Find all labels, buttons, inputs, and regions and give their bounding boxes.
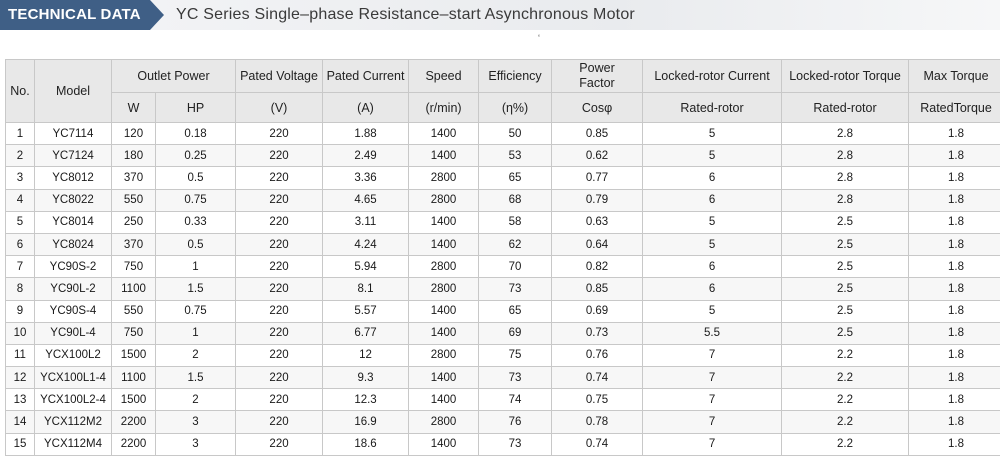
cell-speed: 1400 — [409, 145, 479, 167]
cell-max-torque: 1.8 — [909, 322, 1000, 344]
cell-max-torque: 1.8 — [909, 123, 1000, 145]
cell-locked-rotor-torque: 2.2 — [782, 344, 909, 366]
cell-locked-rotor-torque: 2.5 — [782, 300, 909, 322]
header-max-torque: Max Torque — [909, 60, 1000, 93]
cell-no: 10 — [6, 322, 35, 344]
cell-max-torque: 1.8 — [909, 367, 1000, 389]
cell-model: YCX100L1-4 — [35, 367, 112, 389]
header-hp: HP — [156, 93, 236, 123]
cell-power-hp: 1 — [156, 322, 236, 344]
cell-model: YC8014 — [35, 211, 112, 233]
cell-voltage: 220 — [236, 189, 323, 211]
table-row — [6, 344, 1000, 366]
table-row — [6, 211, 1000, 233]
cell-locked-rotor-torque: 2.8 — [782, 145, 909, 167]
header-power-factor-unit: Cosφ — [552, 93, 643, 123]
header-voltage-unit: (V) — [236, 93, 323, 123]
cell-power-w: 120 — [112, 123, 156, 145]
cell-max-torque: 1.8 — [909, 189, 1000, 211]
cell-power-w: 370 — [112, 233, 156, 255]
cell-efficiency: 58 — [479, 211, 552, 233]
cell-locked-rotor-current: 6 — [643, 256, 782, 278]
cell-power-factor: 0.85 — [552, 123, 643, 145]
cell-current: 3.11 — [323, 211, 409, 233]
cell-power-w: 750 — [112, 256, 156, 278]
cell-speed: 1400 — [409, 322, 479, 344]
cell-power-hp: 0.75 — [156, 189, 236, 211]
cell-no: 15 — [6, 433, 35, 455]
cell-voltage: 220 — [236, 256, 323, 278]
table-row — [6, 300, 1000, 322]
cell-power-hp: 1.5 — [156, 278, 236, 300]
header-locked-rotor-current-unit: Rated-rotor — [643, 93, 782, 123]
table-row — [6, 433, 1000, 455]
table-row — [6, 167, 1000, 189]
header-locked-rotor-current: Locked-rotor Current — [643, 60, 782, 93]
stray-mark: ‘ — [538, 33, 540, 43]
cell-power-hp: 0.33 — [156, 211, 236, 233]
cell-model: YC90S-4 — [35, 300, 112, 322]
table-row — [6, 278, 1000, 300]
cell-no: 9 — [6, 300, 35, 322]
cell-power-w: 250 — [112, 211, 156, 233]
cell-power-hp: 0.75 — [156, 300, 236, 322]
table-body — [6, 123, 1000, 456]
cell-max-torque: 1.8 — [909, 433, 1000, 455]
cell-voltage: 220 — [236, 167, 323, 189]
cell-locked-rotor-current: 7 — [643, 411, 782, 433]
cell-max-torque: 1.8 — [909, 300, 1000, 322]
cell-locked-rotor-torque: 2.2 — [782, 411, 909, 433]
header-voltage: Pated Voltage — [236, 60, 323, 93]
cell-speed: 1400 — [409, 389, 479, 411]
cell-max-torque: 1.8 — [909, 256, 1000, 278]
cell-speed: 1400 — [409, 300, 479, 322]
cell-no: 8 — [6, 278, 35, 300]
table-row — [6, 233, 1000, 255]
cell-current: 12.3 — [323, 389, 409, 411]
cell-power-w: 550 — [112, 189, 156, 211]
cell-max-torque: 1.8 — [909, 344, 1000, 366]
cell-power-hp: 0.5 — [156, 233, 236, 255]
cell-power-w: 750 — [112, 322, 156, 344]
cell-model: YC90L-2 — [35, 278, 112, 300]
cell-efficiency: 62 — [479, 233, 552, 255]
cell-locked-rotor-torque: 2.5 — [782, 233, 909, 255]
cell-power-factor: 0.79 — [552, 189, 643, 211]
cell-max-torque: 1.8 — [909, 145, 1000, 167]
cell-power-w: 1100 — [112, 278, 156, 300]
cell-voltage: 220 — [236, 367, 323, 389]
cell-max-torque: 1.8 — [909, 389, 1000, 411]
cell-efficiency: 50 — [479, 123, 552, 145]
cell-locked-rotor-current: 6 — [643, 278, 782, 300]
cell-power-hp: 3 — [156, 433, 236, 455]
cell-voltage: 220 — [236, 211, 323, 233]
cell-model: YCX100L2-4 — [35, 389, 112, 411]
cell-power-w: 1500 — [112, 344, 156, 366]
cell-speed: 1400 — [409, 211, 479, 233]
cell-efficiency: 76 — [479, 411, 552, 433]
table-row — [6, 189, 1000, 211]
cell-speed: 1400 — [409, 123, 479, 145]
cell-power-factor: 0.69 — [552, 300, 643, 322]
cell-power-hp: 0.25 — [156, 145, 236, 167]
header-speed-unit: (r/min) — [409, 93, 479, 123]
cell-speed: 1400 — [409, 233, 479, 255]
cell-no: 4 — [6, 189, 35, 211]
cell-current: 16.9 — [323, 411, 409, 433]
cell-locked-rotor-current: 5 — [643, 145, 782, 167]
cell-current: 6.77 — [323, 322, 409, 344]
cell-no: 1 — [6, 123, 35, 145]
cell-locked-rotor-current: 5.5 — [643, 322, 782, 344]
cell-power-factor: 0.74 — [552, 367, 643, 389]
cell-no: 2 — [6, 145, 35, 167]
cell-efficiency: 74 — [479, 389, 552, 411]
cell-model: YCX112M2 — [35, 411, 112, 433]
cell-efficiency: 73 — [479, 433, 552, 455]
table-row — [6, 256, 1000, 278]
header-no: No. — [6, 60, 35, 123]
cell-efficiency: 65 — [479, 167, 552, 189]
cell-model: YC90S-2 — [35, 256, 112, 278]
cell-speed: 1400 — [409, 433, 479, 455]
cell-no: 12 — [6, 367, 35, 389]
cell-locked-rotor-torque: 2.5 — [782, 211, 909, 233]
cell-current: 8.1 — [323, 278, 409, 300]
cell-voltage: 220 — [236, 123, 323, 145]
table-row — [6, 389, 1000, 411]
header-power-factor-line1: Power — [579, 61, 615, 75]
cell-max-torque: 1.8 — [909, 411, 1000, 433]
cell-locked-rotor-current: 7 — [643, 389, 782, 411]
cell-voltage: 220 — [236, 300, 323, 322]
technical-data-tab — [0, 0, 164, 30]
cell-power-factor: 0.85 — [552, 278, 643, 300]
cell-power-hp: 0.18 — [156, 123, 236, 145]
cell-locked-rotor-current: 7 — [643, 344, 782, 366]
cell-model: YC7124 — [35, 145, 112, 167]
cell-current: 5.94 — [323, 256, 409, 278]
header-locked-rotor-torque-unit: Rated-rotor — [782, 93, 909, 123]
cell-efficiency: 53 — [479, 145, 552, 167]
page-title: YC Series Single–phase Resistance–start Asynchronous Motor — [176, 6, 635, 23]
header-power-factor — [552, 60, 643, 93]
cell-power-factor: 0.82 — [552, 256, 643, 278]
cell-model: YCX100L2 — [35, 344, 112, 366]
header-power-factor-line2: Factor — [579, 76, 615, 90]
cell-power-factor: 0.64 — [552, 233, 643, 255]
cell-speed: 2800 — [409, 411, 479, 433]
cell-no: 6 — [6, 233, 35, 255]
cell-power-factor: 0.77 — [552, 167, 643, 189]
cell-speed: 1400 — [409, 367, 479, 389]
cell-efficiency: 70 — [479, 256, 552, 278]
header-current: Pated Current — [323, 60, 409, 93]
cell-power-w: 1500 — [112, 389, 156, 411]
header-outlet-power: Outlet Power — [112, 60, 236, 93]
cell-voltage: 220 — [236, 411, 323, 433]
cell-speed: 2800 — [409, 256, 479, 278]
cell-locked-rotor-torque: 2.5 — [782, 278, 909, 300]
cell-power-hp: 2 — [156, 389, 236, 411]
cell-max-torque: 1.8 — [909, 278, 1000, 300]
cell-voltage: 220 — [236, 278, 323, 300]
cell-power-w: 1100 — [112, 367, 156, 389]
header-efficiency: Efficiency — [479, 60, 552, 93]
table-header — [6, 60, 1000, 123]
cell-locked-rotor-current: 5 — [643, 300, 782, 322]
cell-efficiency: 65 — [479, 300, 552, 322]
cell-locked-rotor-current: 5 — [643, 233, 782, 255]
cell-power-w: 2200 — [112, 433, 156, 455]
cell-voltage: 220 — [236, 433, 323, 455]
cell-no: 3 — [6, 167, 35, 189]
cell-no: 13 — [6, 389, 35, 411]
cell-power-w: 180 — [112, 145, 156, 167]
cell-power-hp: 0.5 — [156, 167, 236, 189]
cell-speed: 2800 — [409, 167, 479, 189]
cell-model: YC8012 — [35, 167, 112, 189]
cell-current: 12 — [323, 344, 409, 366]
cell-power-factor: 0.73 — [552, 322, 643, 344]
cell-power-factor: 0.76 — [552, 344, 643, 366]
table-row — [6, 123, 1000, 145]
cell-efficiency: 73 — [479, 278, 552, 300]
cell-efficiency: 75 — [479, 344, 552, 366]
table-row — [6, 411, 1000, 433]
header-w: W — [112, 93, 156, 123]
header-speed: Speed — [409, 60, 479, 93]
cell-model: YC8022 — [35, 189, 112, 211]
cell-power-hp: 1 — [156, 256, 236, 278]
cell-locked-rotor-torque: 2.8 — [782, 167, 909, 189]
cell-max-torque: 1.8 — [909, 211, 1000, 233]
table-row — [6, 145, 1000, 167]
cell-locked-rotor-torque: 2.8 — [782, 123, 909, 145]
technical-data-table — [5, 59, 1000, 456]
cell-power-factor: 0.74 — [552, 433, 643, 455]
cell-voltage: 220 — [236, 389, 323, 411]
tab-label: TECHNICAL DATA — [8, 6, 141, 23]
cell-power-w: 370 — [112, 167, 156, 189]
cell-power-w: 550 — [112, 300, 156, 322]
cell-speed: 2800 — [409, 344, 479, 366]
cell-power-hp: 2 — [156, 344, 236, 366]
cell-no: 11 — [6, 344, 35, 366]
cell-locked-rotor-current: 6 — [643, 167, 782, 189]
cell-max-torque: 1.8 — [909, 167, 1000, 189]
cell-voltage: 220 — [236, 233, 323, 255]
cell-power-factor: 0.75 — [552, 389, 643, 411]
cell-efficiency: 73 — [479, 367, 552, 389]
header-efficiency-unit: (η%) — [479, 93, 552, 123]
header-model: Model — [35, 60, 112, 123]
header-current-unit: (A) — [323, 93, 409, 123]
cell-model: YC90L-4 — [35, 322, 112, 344]
cell-locked-rotor-current: 7 — [643, 433, 782, 455]
cell-locked-rotor-torque: 2.2 — [782, 367, 909, 389]
cell-speed: 2800 — [409, 278, 479, 300]
cell-efficiency: 68 — [479, 189, 552, 211]
cell-model: YC7114 — [35, 123, 112, 145]
header-max-torque-unit: RatedTorque — [909, 93, 1000, 123]
cell-locked-rotor-current: 6 — [643, 189, 782, 211]
cell-voltage: 220 — [236, 322, 323, 344]
cell-current: 9.3 — [323, 367, 409, 389]
table-row — [6, 322, 1000, 344]
cell-locked-rotor-torque: 2.5 — [782, 256, 909, 278]
cell-current: 2.49 — [323, 145, 409, 167]
cell-current: 1.88 — [323, 123, 409, 145]
cell-power-factor: 0.62 — [552, 145, 643, 167]
cell-power-w: 2200 — [112, 411, 156, 433]
cell-current: 18.6 — [323, 433, 409, 455]
cell-locked-rotor-torque: 2.8 — [782, 189, 909, 211]
cell-efficiency: 69 — [479, 322, 552, 344]
cell-current: 3.36 — [323, 167, 409, 189]
cell-speed: 2800 — [409, 189, 479, 211]
cell-no: 5 — [6, 211, 35, 233]
cell-current: 4.65 — [323, 189, 409, 211]
cell-current: 4.24 — [323, 233, 409, 255]
table-row — [6, 367, 1000, 389]
cell-voltage: 220 — [236, 344, 323, 366]
cell-locked-rotor-torque: 2.5 — [782, 322, 909, 344]
cell-no: 14 — [6, 411, 35, 433]
header-locked-rotor-torque: Locked-rotor Torque — [782, 60, 909, 93]
title-bar — [0, 0, 1000, 32]
cell-locked-rotor-current: 5 — [643, 211, 782, 233]
cell-locked-rotor-torque: 2.2 — [782, 433, 909, 455]
cell-power-hp: 3 — [156, 411, 236, 433]
cell-model: YCX112M4 — [35, 433, 112, 455]
cell-locked-rotor-current: 5 — [643, 123, 782, 145]
cell-max-torque: 1.8 — [909, 233, 1000, 255]
cell-power-factor: 0.78 — [552, 411, 643, 433]
cell-power-factor: 0.63 — [552, 211, 643, 233]
cell-model: YC8024 — [35, 233, 112, 255]
cell-locked-rotor-current: 7 — [643, 367, 782, 389]
cell-current: 5.57 — [323, 300, 409, 322]
cell-power-hp: 1.5 — [156, 367, 236, 389]
cell-no: 7 — [6, 256, 35, 278]
cell-voltage: 220 — [236, 145, 323, 167]
cell-locked-rotor-torque: 2.2 — [782, 389, 909, 411]
